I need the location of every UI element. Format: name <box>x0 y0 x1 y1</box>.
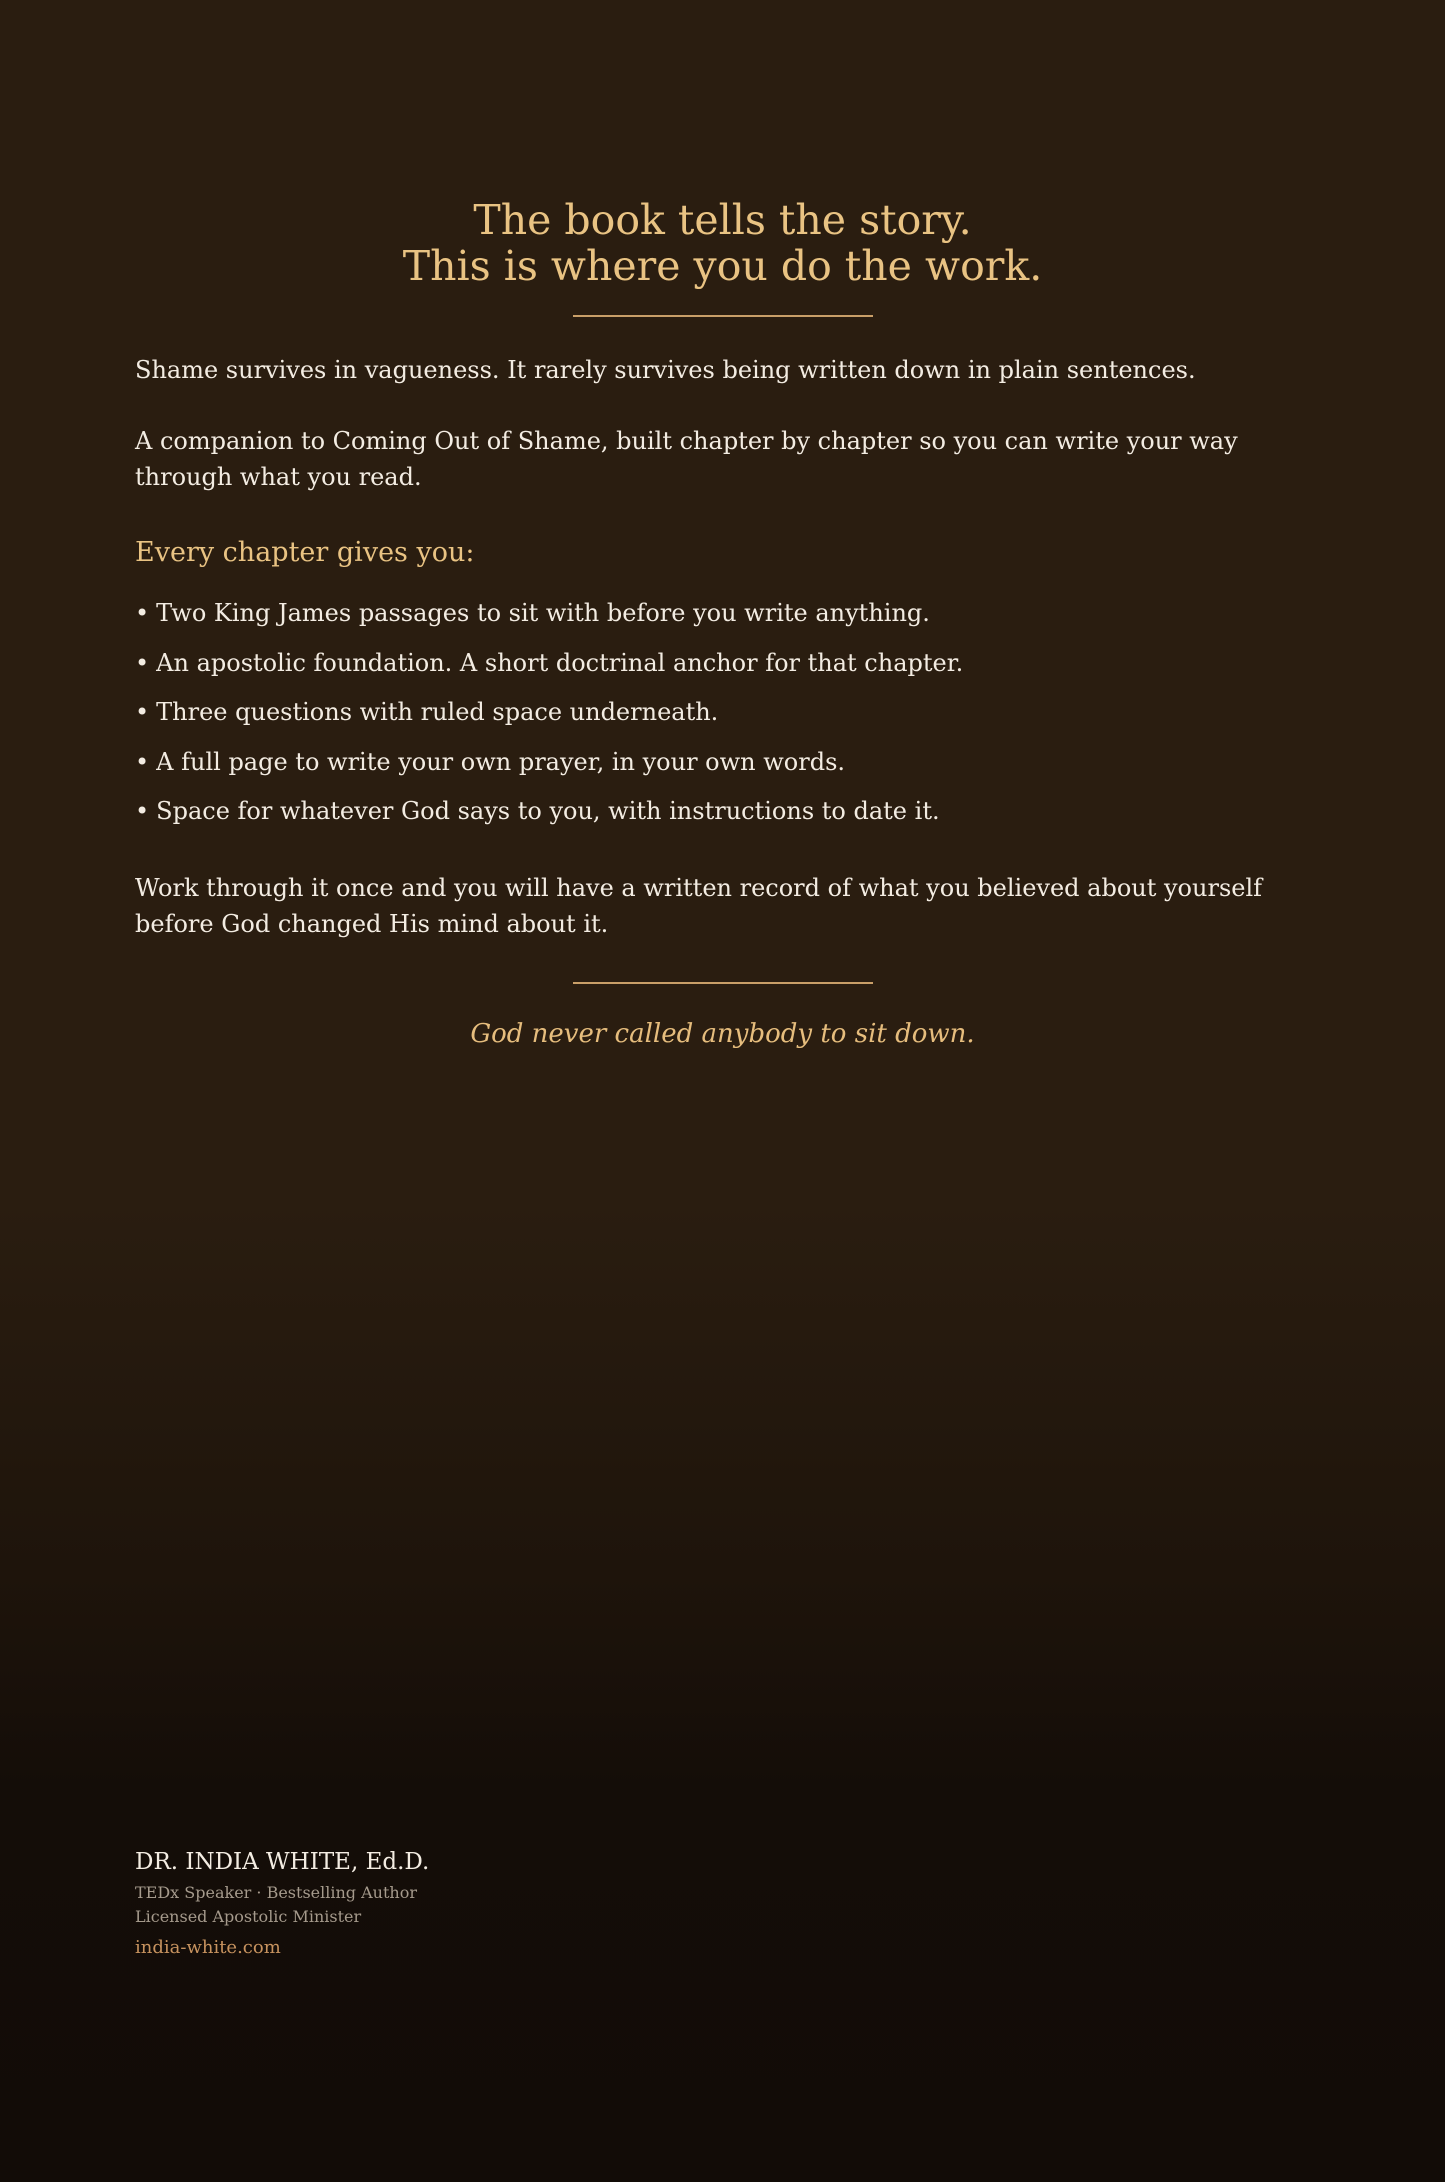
features-list-item: • Three questions with ruled space underneath. <box>135 694 1315 744</box>
tagline: God never called anybody to sit down. <box>470 1019 975 1049</box>
author-website-link[interactable]: india-white.com <box>135 1937 281 1958</box>
headline-line-1: The book tells the story. <box>473 196 972 244</box>
author-credentials-1: TEDx Speaker · Bestselling Author <box>135 1883 417 1902</box>
author-name: DR. INDIA WHITE, Ed.D. <box>135 1849 430 1875</box>
features-list-item: • Two King James passages to sit with before you write anything. <box>135 595 1315 645</box>
features-list <box>135 595 1315 843</box>
closing-paragraph: Work through it once and you will have a written record of what you believed about yourself before God changed His mind about it. <box>135 874 1263 938</box>
features-list-item: • An apostolic foundation. A short doctrinal anchor for that chapter. <box>135 645 1315 695</box>
intro-paragraph-1: Shame survives in vagueness. It rarely survives being written down in plain sentences. <box>135 356 1196 384</box>
bottom-divider <box>573 982 873 984</box>
top-divider <box>573 315 873 317</box>
headline-line-2: This is where you do the work. <box>402 242 1043 290</box>
features-heading: Every chapter gives you: <box>135 537 475 568</box>
intro-paragraph-2: A companion to Coming Out of Shame, built chapter by chapter so you can write your way through what you read. <box>135 427 1238 491</box>
features-list-item: • Space for whatever God says to you, with instructions to date it. <box>135 793 1315 843</box>
author-credentials-2: Licensed Apostolic Minister <box>135 1907 362 1926</box>
features-list-item: • A full page to write your own prayer, in your own words. <box>135 744 1315 794</box>
